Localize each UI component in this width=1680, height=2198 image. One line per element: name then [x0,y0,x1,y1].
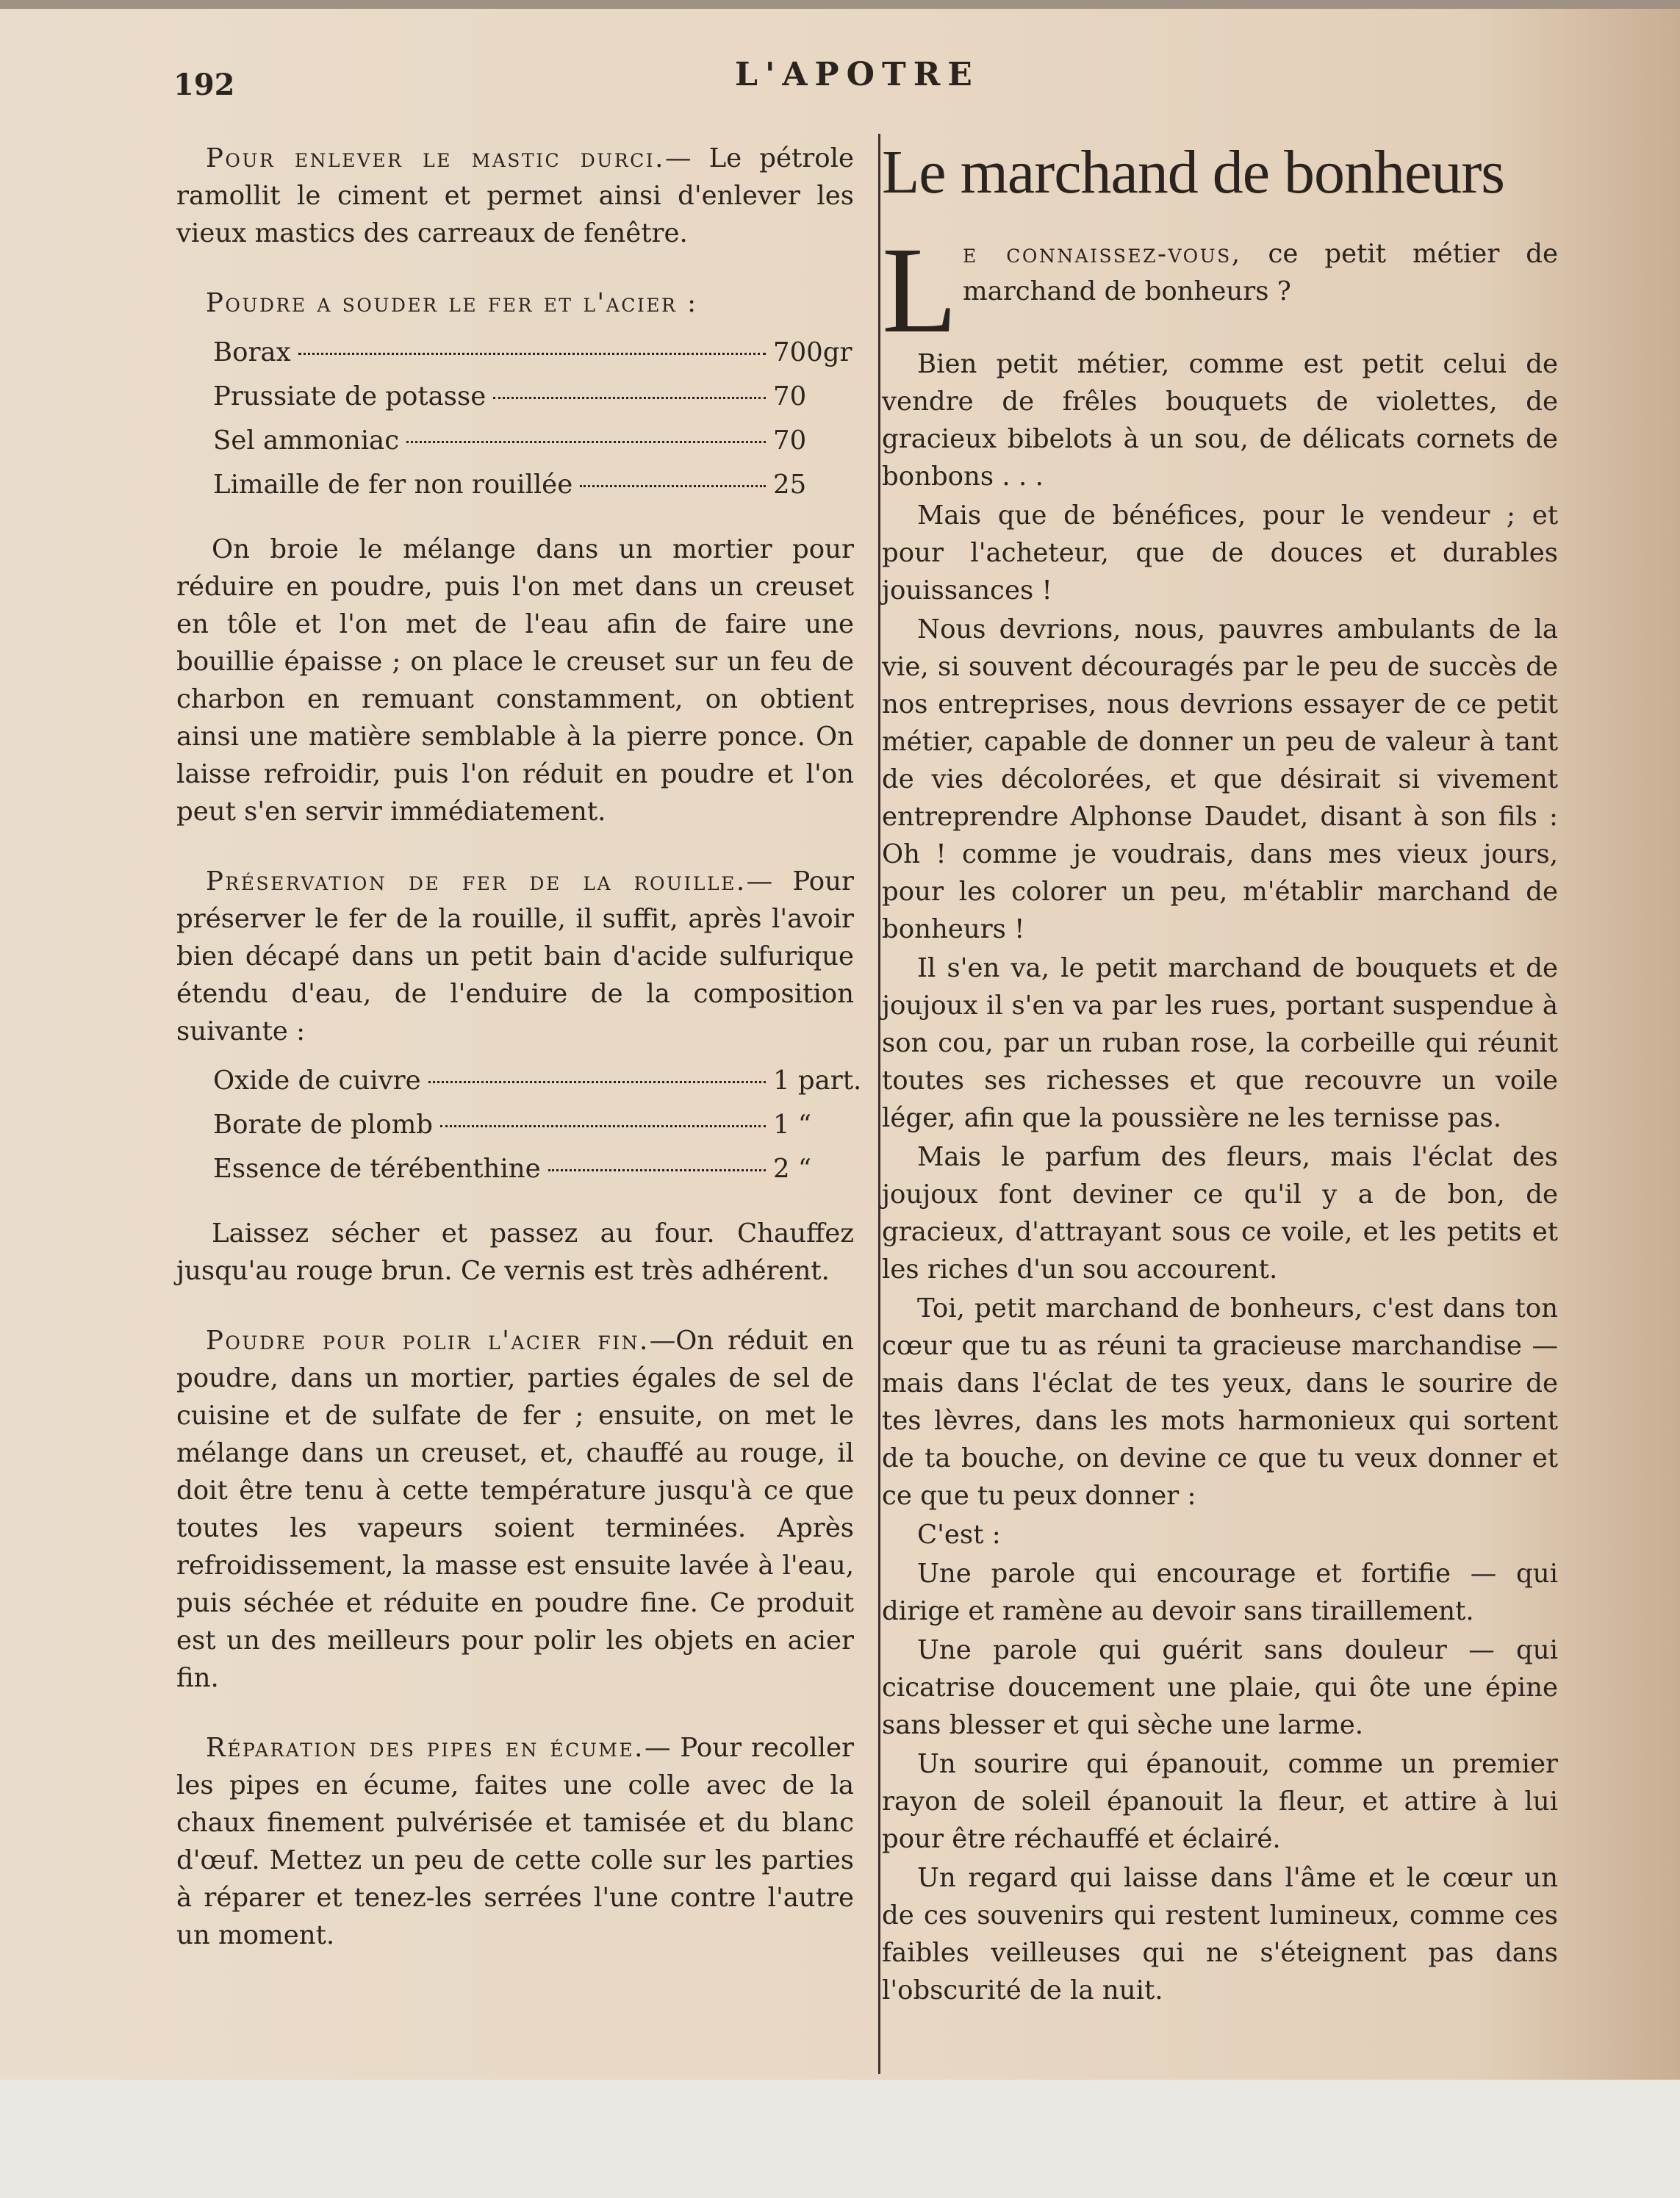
leader-dots [428,1081,766,1083]
article-paragraph: C'est : [917,1520,1001,1550]
mastic-text: — Le pétrole ramollit le ciment et permet ainsi d'enlever les vieux mastics des carreaux de fenêtre. [176,143,854,248]
page-number: 192 [173,68,235,102]
ingredient-name: Essence de térébenthine [213,1154,541,1184]
mastic-heading: Pour enlever le mastic durci. [206,143,665,173]
souder-recipe-table [213,334,854,510]
column-divider [878,134,880,2074]
souder-text: On broie le mélange dans un mortier pour réduire en poudre, puis l'on met dans un creuset en tôle et l'on met de l'eau afin de faire une bouillie épaisse ; on place le creuset sur un feu de charbon en remuant constamment, on obtient ainsi une matière semblable à la pierre ponce. On laisse refroidir, puis l'on réduit en poudre et l'on peut s'en servir immédiatement. [176,534,854,827]
article-paragraph: Toi, petit marchand de bonheurs, c'est dans ton cœur que tu as réuni ta gracieuse marchandise — mais dans l'éclat de tes yeux, dans le sourire de tes lèvres, dans les mots harmonieux qui sortent de ta bouche, on devine ce que tu veux donner et ce que tu peux donner : [882,1293,1558,1511]
article-paragraph: Nous devrions, nous, pauvres ambulants de la vie, si souvent découragés par le peu de succès de nos entreprises, nous devrions essayer de ce petit métier, capable de donner un peu de valeur à tant de vies décolorées, et que désirait si vivement entreprendre Alphonse Daudet, disant à son fils : Oh ! comme je voudrais, dans mes vieux jours, pour les colorer un peu, m'établir marchand de bonheurs ! [882,614,1558,944]
polir-paragraph [176,1322,854,1697]
scan-bottom-margin [0,2080,1680,2198]
opening-small-caps: e connaissez-vous, [963,239,1242,269]
ingredient-name: Prussiate de potasse [213,381,487,412]
article-paragraph: Un sourire qui épanouit, comme un premier rayon de soleil épanouit la fleur, et attire à lui pour être réchauffé et éclairé. [882,1749,1558,1854]
ingredient-qty: 2 “ [773,1154,812,1184]
article-paragraph: Mais le parfum des fleurs, mais l'éclat des joujoux font deviner ce qu'il y a de bon, de gracieux, d'attrayant sous ce voile, et les petits et les riches d'un sou accourent. [882,1142,1558,1285]
preservation-recipe-table [213,1062,862,1194]
preservation-text2: Laissez sécher et passez au four. Chauffez jusqu'au rouge brun. Ce vernis est très adhérent. [176,1218,854,1286]
article-paragraph: Un regard qui laisse dans l'âme et le cœur un de ces souvenirs qui restent lumineux, comme ces faibles veilleuses qui ne s'éteignent pas dans l'obscurité de la nuit. [882,1863,1558,2005]
ingredient-name: Borate de plomb [213,1110,434,1140]
recipe-row [213,334,854,378]
recipe-row [213,378,854,422]
article-paragraph: Il s'en va, le petit marchand de bouquets et de joujoux il s'en va par les rues, portant suspendue à son cou, par un ruban rose, la corbeille qui réunit toutes ses richesses et que recouvre un voile léger, afin que la poussière ne les ternisse pas. [882,953,1558,1133]
opening-rest: ce petit métier de marchand de bonheurs ? [963,239,1559,306]
souder-heading: Poudre a souder le fer et l'acier : [206,288,698,318]
leader-dots [298,353,766,355]
pipes-heading: Réparation des pipes en écume. [206,1733,645,1763]
recipe-row [213,1106,854,1150]
ingredient-name: Borax [213,337,291,367]
recipe-row [213,466,854,510]
article-paragraph: Mais que de bénéfices, pour le vendeur ; et pour l'acheteur, que de douces et durables jouissances ! [882,500,1558,606]
article-paragraph: Une parole qui encourage et fortifie — qui dirige et ramène au devoir sans tiraillement. [882,1559,1558,1626]
recipe-row [213,422,854,466]
ingredient-qty: 70 [773,381,807,412]
ingredient-name: Sel ammoniac [213,425,400,456]
recipe-row [213,1062,862,1106]
leader-dots [580,485,766,487]
opening-line [963,235,1558,310]
pipes-paragraph [176,1729,854,1954]
pipes-text: — Pour recoller les pipes en écume, faites une colle avec de la chaux finement pulvérisée et tamisée et du blanc d'œuf. Mettez un peu de cette colle sur les parties à réparer et tenez-les serrées l'une contre l'autre un moment. [176,1733,854,1950]
ingredient-qty: 1 “ [773,1110,812,1140]
left-column [176,140,862,1954]
mastic-paragraph [176,140,854,252]
preservation-heading: Préservation de fer de la rouille. [206,866,747,897]
drop-cap: L [882,222,958,359]
article-title: Le marchand de bonheurs [882,138,1504,206]
leader-dots [548,1169,766,1171]
article-paragraph: Une parole qui guérit sans douleur — qui cicatrise doucement une plaie, qui ôte une épine sans blesser et qui sèche une larme. [882,1635,1558,1740]
recipe-row [213,1150,854,1194]
leader-dots [440,1125,766,1127]
ingredient-qty: 1 part. [773,1066,862,1096]
article-paragraph: Bien petit métier, comme est petit celui de vendre de frêles bouquets de violettes, de gracieux bibelots à un sou, de délicats cornets de bonbons . . . [882,349,1558,492]
opening-text [963,235,1558,345]
ingredient-qty: 70 [773,425,807,456]
ingredient-qty: 700gr [773,337,852,367]
souder-heading-line [176,284,854,322]
preservation-text: — Pour préserver le fer de la rouille, il suffit, après l'avoir bien décapé dans un petit bain d'acide sulfurique étendu d'eau, de l'enduire de la composition suivante : [176,866,854,1046]
ingredient-name: Oxide de cuivre [213,1066,421,1096]
preservation-paragraph [176,863,854,1050]
polir-heading: Poudre pour polir l'acier fin. [206,1326,650,1356]
opening-block [882,222,1559,359]
polir-text: —On réduit en poudre, dans un mortier, parties égales de sel de cuisine et de sulfate de fer ; ensuite, on met le mélange dans un creuset, et, chauffé au rouge, il doit être tenu à cette température jusqu'à ce que toutes les vapeurs soient terminées. Après refroidissement, la masse est ensuite lavée à l'eau, puis séchée et réduite en poudre fine. Ce produit est un des meilleurs pour polir les objets en acier fin. [176,1326,854,1693]
ingredient-name: Limaille de fer non rouillée [213,470,573,500]
right-column [882,140,1558,2009]
page-top-edge [0,0,1680,9]
ingredient-qty: 25 [773,470,807,500]
leader-dots [406,441,766,443]
running-head: L'APOTRE [735,56,980,93]
leader-dots [493,397,766,399]
